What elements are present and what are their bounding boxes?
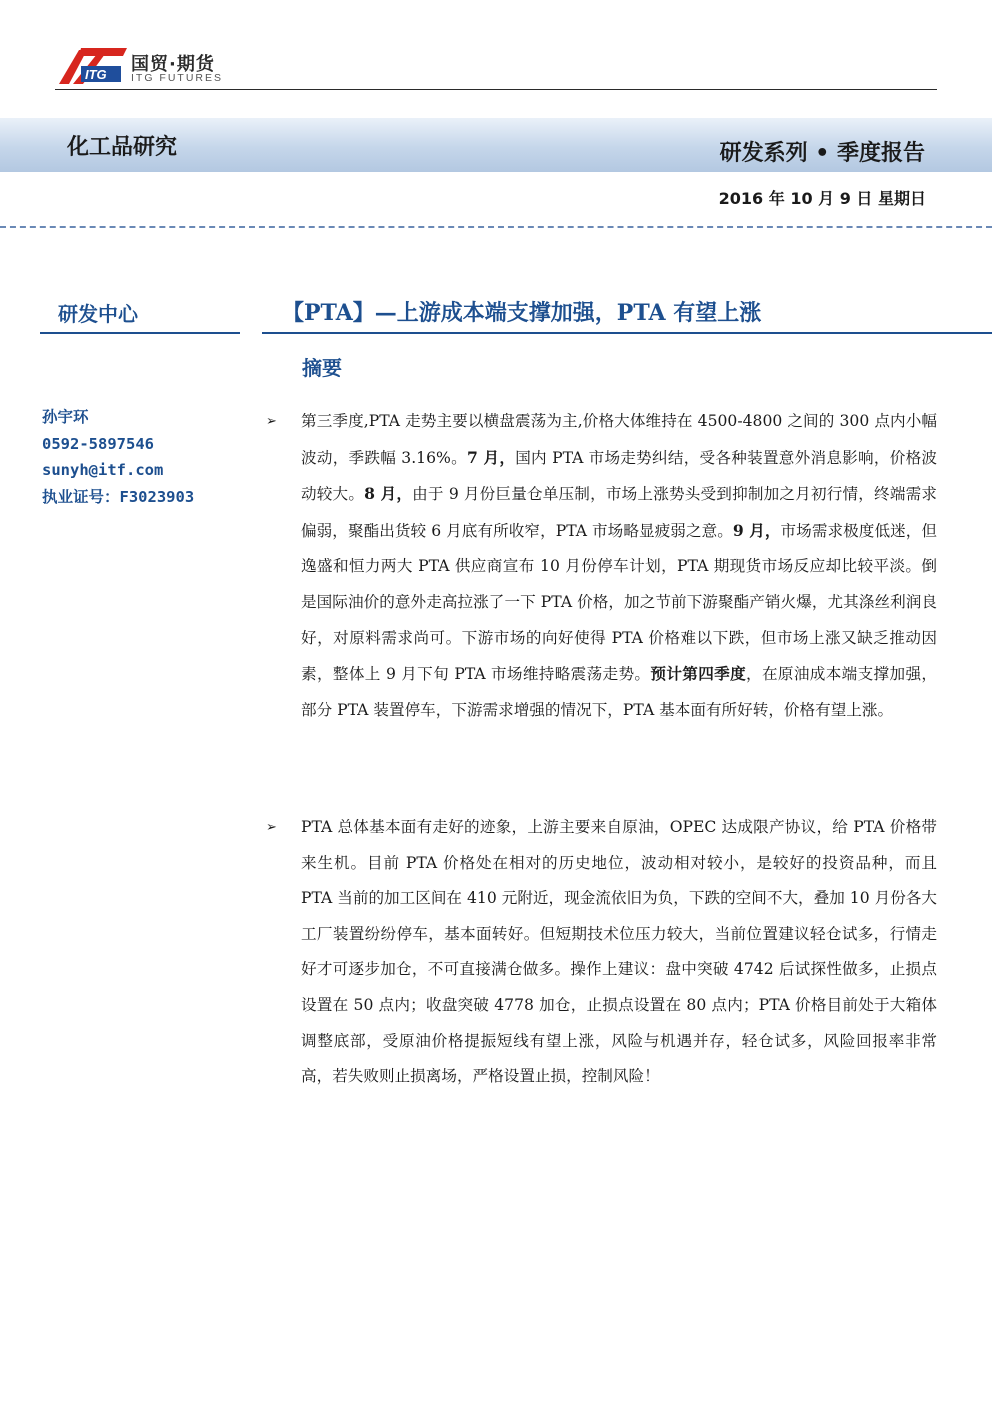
- report-title: 【PTA】—上游成本端支撑加强，PTA 有望上涨: [282, 300, 762, 326]
- svg-text:ITG: ITG: [85, 67, 107, 82]
- dashed-divider: [0, 226, 992, 228]
- report-date: 2016 年 10 月 9 日 星期日: [718, 189, 926, 208]
- bullet-arrow-icon: ➢: [266, 414, 277, 429]
- title-rule: [262, 332, 992, 334]
- logo-text-en: ITG FUTURES: [131, 72, 223, 84]
- section-title: 化工品研究: [67, 135, 178, 160]
- abstract-heading: 摘要: [302, 356, 342, 380]
- author-license: 执业证号：F3023903: [42, 487, 195, 506]
- header-rule: [55, 89, 937, 90]
- author-info: [42, 404, 194, 510]
- author-phone: 0592-5897546: [42, 434, 154, 453]
- author-email[interactable]: sunyh@itf.com: [42, 461, 164, 479]
- abstract-paragraph-1: 第三季度,PTA 走势主要以横盘震荡为主,价格大体维持在 4500-4800 之间的 300 点内小幅波动，季跌幅 3.16%。7 月，国内 PTA 市场走势纠结，受各种装置意外消息影响，价格波动较大。8 月，由于 9 月份巨量仓单压制，市场上涨势头受到抑制加之月初行情，终端需求偏弱，聚酯出货较 6 月底有所收窄，PTA 市场略显疲弱之意。9 月，市场需求极度低迷，但逸盛和恒力两大 PTA 供应商宣布 10 月份停车计划，PTA 期现货市场反应却比较平淡。倒是国际油价的意外走高拉涨了一下 PTA 价格，加之节前下游聚酯产销火爆，尤其涤丝利润良好，对原料需求尚可。下游市场的向好使得 PTA 价格难以下跌，但市场上涨又缺乏推动因素，整体上 9 月下旬 PTA 市场维持略震荡走势。预计第四季度，在原油成本端支撑加强，部分 PTA 装置停车，下游需求增强的情况下，PTA 基本面有所好转，价格有望上涨。: [301, 412, 938, 719]
- abstract-paragraph-2: PTA 总体基本面有走好的迹象，上游主要来自原油，OPEC 达成限产协议，给 PTA 价格带来生机。目前 PTA 价格处在相对的历史地位，波动相对较小，是较好的投资品种，而且 PTA 当前的加工区间在 410 元附近，现金流依旧为负，下跌的空间不大，叠加 10 月份各大工厂装置纷纷停车，基本面转好。但短期技术位压力较大，当前位置建议轻仓试多，行情走好才可逐步加仓，不可直接满仓做多。操作上建议：盘中突破 4742 后试探性做多，止损点设置在 50 点内；收盘突破 4778 加仓，止损点设置在 80 点内；PTA 价格目前处于大箱体调整底部，受原油价格提振短线有望上涨，风险与机遇并存，轻仓试多，风险回报率非常高，若失败则止损离场，严格设置止损，控制风险！: [301, 818, 937, 1086]
- sidebar-rule: [40, 332, 240, 334]
- report-series: 研发系列 • 季度报告: [719, 141, 925, 166]
- sidebar-title: 研发中心: [58, 302, 138, 326]
- bullet-arrow-icon: ➢: [266, 820, 277, 835]
- logo-text-cn: 国贸·期货: [131, 54, 215, 75]
- author-name: 孙宇环: [42, 408, 89, 426]
